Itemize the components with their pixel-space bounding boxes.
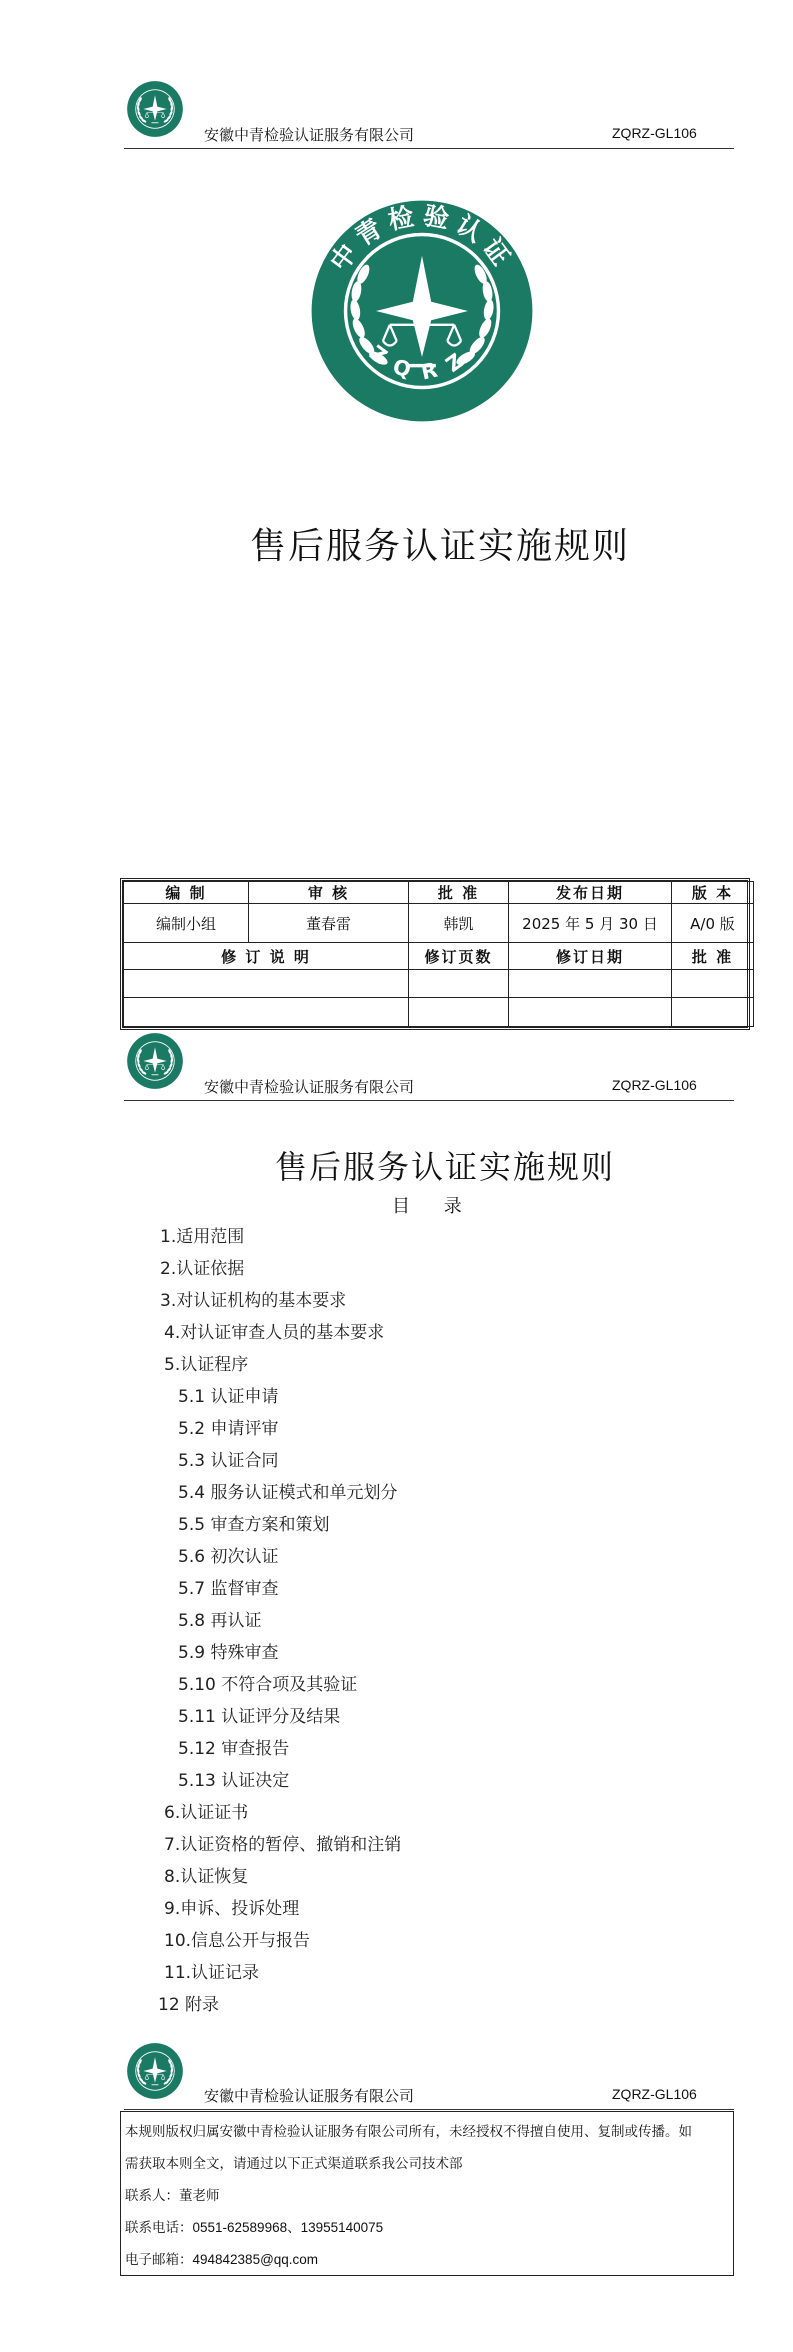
- toc-item[interactable]: 5.7 监督审查: [178, 1579, 279, 1599]
- header-cell-revision-note: 修 订 说 明: [124, 943, 409, 970]
- toc-item[interactable]: 10.信息公开与报告: [164, 1931, 311, 1951]
- header-document-code: ZQRZ-GL106: [612, 125, 697, 141]
- cover-seal-icon: [307, 196, 537, 426]
- value-review: 董春雷: [249, 904, 409, 943]
- toc-item[interactable]: 5.2 申请评审: [178, 1419, 279, 1439]
- toc-item[interactable]: 5.8 再认证: [178, 1611, 262, 1631]
- revision-empty-row: [124, 998, 754, 1027]
- toc-item[interactable]: 6.认证证书: [164, 1803, 249, 1823]
- toc-item[interactable]: 5.10 不符合项及其验证: [178, 1675, 358, 1695]
- notice-contact-person: 联系人：董老师: [125, 2188, 220, 2203]
- toc-item[interactable]: 5.11 认证评分及结果: [178, 1707, 341, 1727]
- value-version: A/0 版: [672, 904, 754, 943]
- revision-history-header-row: [124, 943, 754, 970]
- toc-title: 售后服务认证实施规则: [275, 1148, 616, 1186]
- toc-item[interactable]: 11.认证记录: [164, 1963, 260, 1983]
- notice-phone: 联系电话：0551-62589968、13955140075: [125, 2220, 384, 2235]
- notice-email[interactable]: 电子邮箱：494842385@qq.com: [125, 2252, 319, 2267]
- header-cell-release-date: 发布日期: [509, 882, 672, 904]
- copyright-notice-box: [120, 2111, 734, 2276]
- notice-line: 本规则版权归属安徽中青检验认证服务有限公司所有，未经授权不得擅自使用、复制或传播。如: [125, 2124, 692, 2139]
- seal-arc-text: 中青检验认证: [324, 200, 520, 277]
- header-rule: [124, 2109, 734, 2110]
- header-company-name: 安徽中青检验认证服务有限公司: [204, 126, 415, 144]
- value-approve: 韩凯: [409, 904, 509, 943]
- toc-item[interactable]: 2.认证依据: [160, 1259, 245, 1279]
- toc-item[interactable]: 9.申诉、投诉处理: [164, 1899, 300, 1919]
- cover-seal: [307, 196, 537, 426]
- toc-item[interactable]: 5.4 服务认证模式和单元划分: [178, 1483, 398, 1503]
- toc-item[interactable]: 5.12 审查报告: [178, 1739, 290, 1759]
- toc-item[interactable]: 5.认证程序: [164, 1355, 249, 1375]
- toc-item[interactable]: 5.6 初次认证: [178, 1547, 279, 1567]
- toc-item[interactable]: 5.3 认证合同: [178, 1451, 279, 1471]
- header-document-code: ZQRZ-GL106: [612, 1077, 697, 1093]
- toc-item[interactable]: 8.认证恢复: [164, 1867, 249, 1887]
- toc-item[interactable]: 5.1 认证申请: [178, 1387, 279, 1407]
- revision-empty-row: [124, 969, 754, 998]
- header-document-code: ZQRZ-GL106: [612, 2086, 697, 2102]
- toc-item[interactable]: 7.认证资格的暂停、撤销和注销: [164, 1835, 402, 1855]
- toc-item[interactable]: 3.对认证机构的基本要求: [160, 1291, 347, 1311]
- header-cell-version: 版 本: [672, 882, 754, 904]
- toc-item[interactable]: 5.9 特殊审查: [178, 1643, 279, 1663]
- header-company-name: 安徽中青检验认证服务有限公司: [204, 1078, 415, 1096]
- value-compile: 编制小组: [124, 904, 249, 943]
- revision-header-row: [124, 882, 754, 904]
- header-cell-revision-approve: 批 准: [672, 943, 754, 970]
- header-rule: [124, 1100, 734, 1101]
- toc-heading: 目 录: [392, 1196, 476, 1217]
- toc-item[interactable]: 4.对认证审查人员的基本要求: [164, 1323, 385, 1343]
- cover-title: 售后服务认证实施规则: [250, 526, 631, 567]
- header-rule: [124, 148, 734, 149]
- seal-letters: ZQRZ: [365, 340, 479, 385]
- header-cell-approve: 批 准: [409, 882, 509, 904]
- toc-item[interactable]: 1.适用范围: [160, 1227, 245, 1247]
- value-release-date: 2025 年 5 月 30 日: [509, 904, 672, 943]
- header-cell-revision-date: 修订日期: [509, 943, 672, 970]
- toc-item[interactable]: 12 附录: [158, 1995, 220, 2015]
- header-cell-revision-pages: 修订页数: [409, 943, 509, 970]
- company-logo-icon: [126, 2042, 184, 2100]
- toc-item[interactable]: 5.5 审查方案和策划: [178, 1515, 330, 1535]
- toc-item[interactable]: 5.13 认证决定: [178, 1771, 290, 1791]
- header-company-name: 安徽中青检验认证服务有限公司: [204, 2087, 415, 2105]
- notice-line: 需获取本则全文，请通过以下正式渠道联系我公司技术部: [125, 2156, 463, 2171]
- company-logo-icon: [126, 1032, 184, 1090]
- revision-value-row: [124, 904, 754, 943]
- company-logo-icon: [126, 80, 184, 138]
- revision-table: [120, 878, 750, 1030]
- header-cell-compile: 编 制: [124, 882, 249, 904]
- header-cell-review: 审 核: [249, 882, 409, 904]
